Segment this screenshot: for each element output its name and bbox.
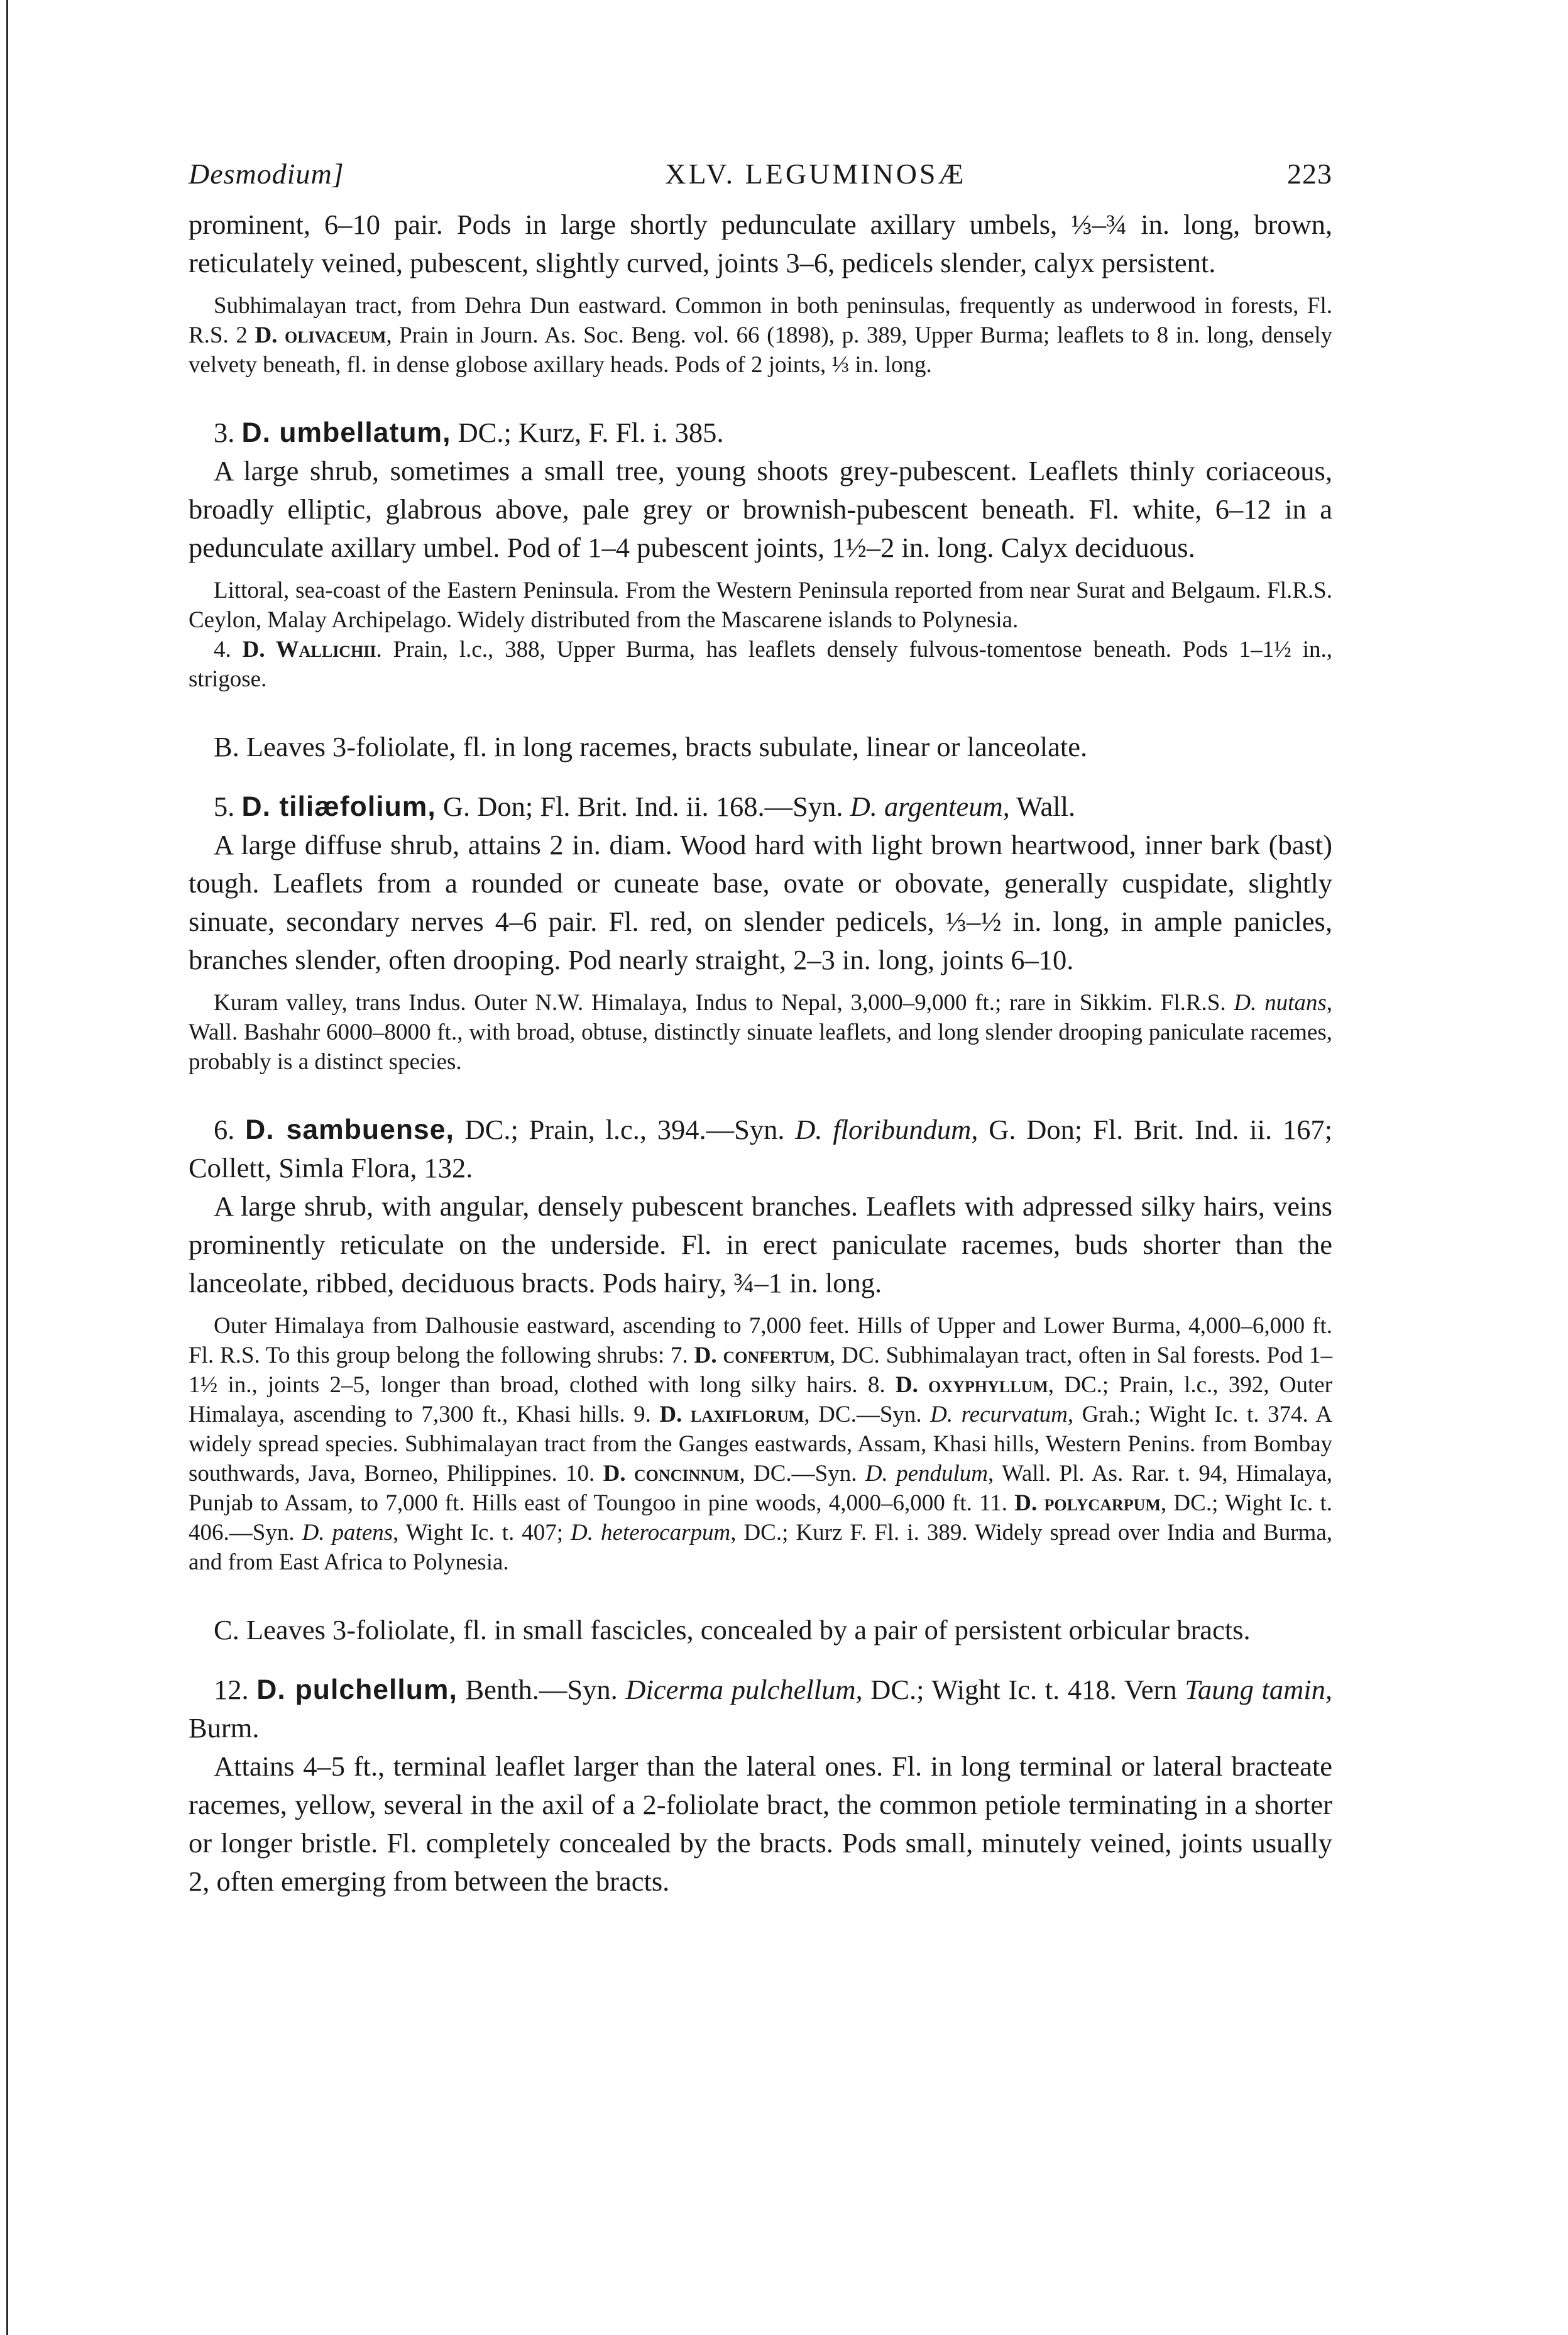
continuation-note: Subhimalayan tract, from Dehra Dun eastward. Common in both peninsulas, frequently as underwood in forests, Fl. R.S. 2 D. olivaceum, Prain in Journ. As. Soc. Beng. vol. 66 (1898), p. 389, Upper Burma; leaflets to 8 in. long, densely velvety beneath, fl. in dense globose axillary heads. Pods of 2 joints, ⅓ in. long. — [189, 293, 1332, 378]
running-header — [189, 157, 1332, 190]
species-name: D. tiliæfolium, — [241, 791, 436, 822]
species-ref: D. olivaceum — [255, 322, 387, 348]
species-note-5: Kuram valley, trans Indus. Outer N.W. Himalaya, Indus to Nepal, 3,000–9,000 ft.; rare in Sikkim. Fl.R.S. D. nutans, Wall. Bashahr 6000–8000 ft., with broad, obtuse, distinctly sinuate leaflets, and long slender drooping paniculate racemes, probably is a distinct species. — [189, 990, 1333, 1075]
continuation-text: prominent, 6–10 pair. Pods in large shortly pedunculate axillary umbels, ⅓–¾ in. long, brown, reticulately veined, pubescent, slightly curved, joints 3–6, pedicels slender, calyx persistent. — [189, 209, 1332, 278]
page-edge-rule — [6, 0, 8, 2335]
page — [189, 157, 1332, 1901]
species-name: D. sambuense, — [245, 1114, 454, 1145]
species-name: D. umbellatum, — [241, 417, 451, 448]
species-heading-12: 12. D. pulchellum, Benth.—Syn. Dicerma pulchellum, DC.; Wight Ic. t. 418. Vern Taung tamin, Burm. — [189, 1674, 1332, 1744]
species-description-6: A large shrub, with angular, densely pubescent branches. Leaflets with adpressed silky hairs, veins prominently reticulate on the underside. Fl. in erect paniculate racemes, buds shorter than the lanceolate, ribbed, deciduous bracts. Pods hairy, ¾–1 in. long. — [189, 1190, 1332, 1299]
species-note-4: 4. D. Wallichii. Prain, l.c., 388, Upper Burma, has leaflets densely fulvous-tomentose beneath. Pods 1–1½ in., strigose. — [189, 637, 1332, 692]
page-number: 223 — [1287, 158, 1332, 190]
species-name: D. pulchellum, — [256, 1674, 458, 1705]
group-b-heading: B. Leaves 3-foliolate, fl. in long racemes, bracts subulate, linear or lanceolate. — [214, 731, 1088, 762]
header-genus: Desmodium] — [189, 158, 344, 190]
species-note-3: Littoral, sea-coast of the Eastern Peninsula. From the Western Peninsula reported from near Surat and Belgaum. Fl.R.S. Ceylon, Malay Archipelago. Widely distributed from the Mascarene islands to Polynesia. — [189, 578, 1332, 633]
group-c-heading: C. Leaves 3-foliolate, fl. in small fascicles, concealed by a pair of persistent orbicular bracts. — [214, 1614, 1251, 1645]
species-description-5: A large diffuse shrub, attains 2 in. diam. Wood hard with light brown heartwood, inner bark (bast) tough. Leaflets from a rounded or cuneate base, ovate or obovate, generally cuspidate, slightly sinuate, secondary nerves 4–6 pair. Fl. red, on slender pedicels, ⅓–½ in. long, in ample panicles, branches slender, often drooping. Pod nearly straight, 2–3 in. long, joints 6–10. — [189, 829, 1332, 975]
species-description-12: Attains 4–5 ft., terminal leaflet larger than the lateral ones. Fl. in long terminal or lateral bracteate racemes, yellow, several in the axil of a 2-foliolate bract, the common petiole terminating in a shorter or longer bristle. Fl. completely concealed by the bracts. Pods small, minutely veined, joints usually 2, often emerging from between the bracts. — [189, 1750, 1332, 1897]
species-ref: D. Wallichii — [242, 637, 376, 662]
species-heading-5: 5. D. tiliæfolium, G. Don; Fl. Brit. Ind. ii. 168.—Syn. D. argenteum, Wall. — [214, 791, 1076, 822]
header-family: XLV. LEGUMINOSÆ — [665, 158, 967, 190]
species-heading-3: 3. D. umbellatum, DC.; Kurz, F. Fl. i. 385. — [214, 417, 724, 448]
species-description-3: A large shrub, sometimes a small tree, young shoots grey-pubescent. Leaflets thinly coriaceous, broadly elliptic, glabrous above, pale grey or brownish-pubescent beneath. Fl. white, 6–12 in a pedunculate axillary umbel. Pod of 1–4 pubescent joints, 1½–2 in. long. Calyx deciduous. — [189, 455, 1332, 563]
species-note-6: Outer Himalaya from Dalhousie eastward, ascending to 7,000 feet. Hills of Upper and Lower Burma, 4,000–6,000 ft. Fl. R.S. To this group belong the following shrubs: 7. D. confertum, DC. Subhimalayan tract, often in Sal forests. Pod 1–1½ in., joints 2–5, longer than broad, clothed with long silky hairs. 8. D. oxyphyllum, DC.; Prain, l.c., 392, Outer Himalaya, ascending to 7,300 ft., Khasi hills. 9. D. laxiflorum, DC.—Syn. D. recurvatum, Grah.; Wight Ic. t. 374. A widely spread species. Subhimalayan tract from the Ganges eastwards, Assam, Khasi hills, Western Penins. from Bombay southwards, Java, Borneo, Philippines. 10. D. concinnum, DC.—Syn. D. pendulum, Wall. Pl. As. Rar. t. 94, Himalaya, Punjab to Assam, to 7,000 ft. Hills east of Toungoo in pine woods, 4,000–6,000 ft. 11. D. polycarpum, DC.; Wight Ic. t. 406.—Syn. D. patens, Wight Ic. t. 407; D. heterocarpum, DC.; Kurz F. Fl. i. 389. Widely spread over India and Burma, and from East Africa to Polynesia. — [189, 1313, 1333, 1575]
species-heading-6: 6. D. sambuense, DC.; Prain, l.c., 394.—Syn. D. floribundum, G. Don; Fl. Brit. Ind. ii. 167; Collett, Simla Flora, 132. — [189, 1114, 1332, 1184]
